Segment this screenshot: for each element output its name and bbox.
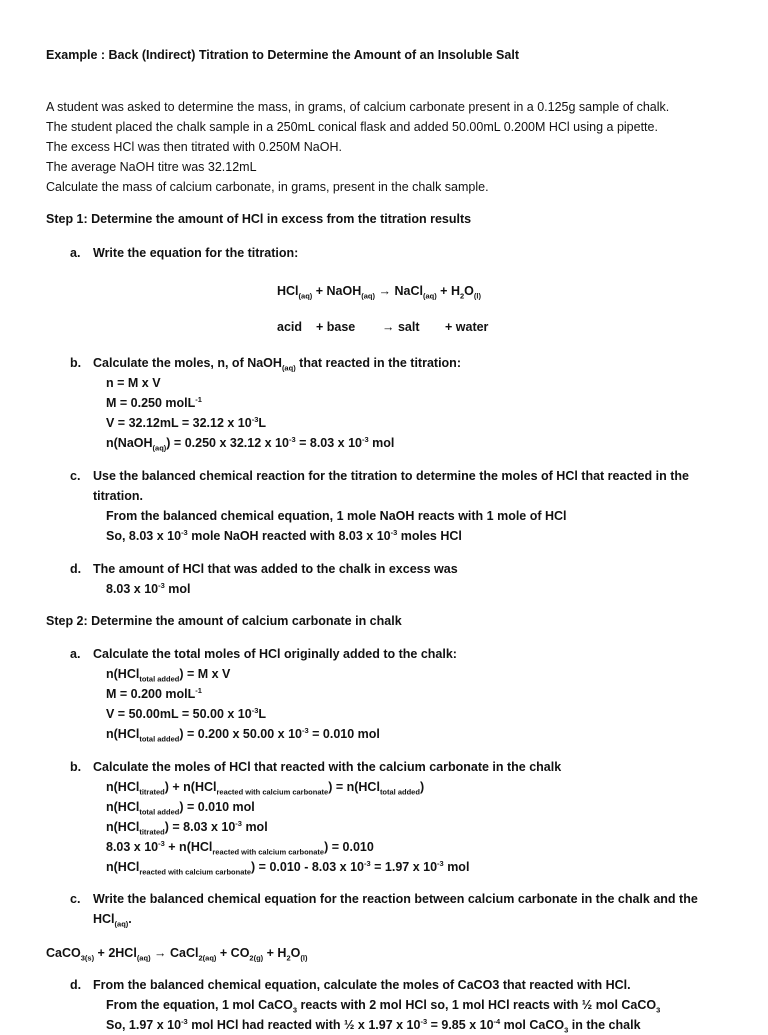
step2-heading: Step 2: Determine the amount of calcium carbonate in chalk	[46, 614, 402, 628]
step2-d-line-1: From the equation, 1 mol CaCO$_3$ reacts with 2 mol HCl so, 1 mol HCl reacts with ½ mol CaCO$_3$	[106, 998, 661, 1015]
step2-b-text: Calculate the moles of HCl that reacted with the calcium carbonate in the chalk	[93, 760, 562, 774]
step1-b-line-2: M = 0.250 molL$^{-1}$	[106, 394, 202, 410]
step2-d-text: From the balanced chemical equation, calculate the moles of CaCO3 that reacted with HCl.	[93, 978, 631, 992]
titration-equation: HCl$_{(aq)}$ + NaOH$_{(aq)}$ → NaCl$_{(aq)}$ + $H_2O_{(l)}$	[277, 284, 481, 301]
step2-b-marker: b.	[70, 760, 82, 774]
step1-c-line-1: From the balanced chemical equation, 1 mole NaOH reacts with 1 mole of HCl	[106, 509, 567, 523]
step2-c-text-1: Write the balanced chemical equation for the reaction between calcium carbonate in the chalk and the	[93, 892, 698, 906]
step2-d-line-2: So, 1.97 x $10^{-3}$ mol HCl had reacted with ½ x 1.97 x $10^{-3} = 9.85$ x $10^{-4}$ mol CaCO$_3$ in the chalk	[106, 1016, 641, 1035]
step2-c-marker: c.	[70, 892, 81, 906]
step1-a-text: Write the equation for the titration:	[93, 246, 299, 260]
step1-heading: Step 1: Determine the amount of HCl in excess from the titration results	[46, 212, 472, 226]
intro-line-4: The average NaOH titre was 32.12mL	[46, 160, 257, 174]
step1-c-line-2: So, 8.03 x $10^{-3}$ mole NaOH reacted with 8.03 x $10^{-3}$ moles HCl	[106, 527, 462, 543]
step2-b-line-4: 8.03 x $10^{-3} + n(HCl_{reacted with calcium carbonate}) = 0.010$	[106, 838, 374, 857]
word-water: + water	[445, 320, 489, 334]
step2-a-text: Calculate the total moles of HCl originally added to the chalk:	[93, 647, 457, 661]
step2-a-line-1: n(HCl$_{total added}$) = M x V	[106, 667, 231, 684]
intro-line-2: The student placed the chalk sample in a 250mL conical flask and added 50.00mL 0.200M HCl using a pipette.	[46, 120, 658, 134]
intro-line-3: The excess HCl was then titrated with 0.250M NaOH.	[46, 140, 342, 154]
step2-c-text-2: HCl$_{(aq)}$.	[93, 912, 132, 929]
word-base: + base	[316, 320, 356, 334]
step1-b-line-3: V = 32.12mL = 32.12 x $10^{-3}L$	[106, 414, 267, 430]
step2-b-line-3: n(HCl$_{titrated}$) = 8.03 x $10^{-3}$ mol	[106, 818, 268, 837]
step2-b-line-1: n(HCl$_{titrated}$) + n(HCl$_{reacted with calcium carbonate}$) = n(HCl$_{total added}$)	[106, 780, 425, 797]
step1-c-text-1: Use the balanced chemical reaction for the titration to determine the moles of HCl that reacted in the	[93, 469, 689, 483]
step1-a-marker: a.	[70, 246, 81, 260]
step1-d-marker: d.	[70, 562, 82, 576]
word-acid: acid	[277, 320, 303, 334]
intro-line-1: A student was asked to determine the mass, in grams, of calcium carbonate present in a 0.125g sample of chalk.	[46, 100, 670, 114]
step1-d-text: The amount of HCl that was added to the chalk in excess was	[93, 562, 458, 576]
step2-a-marker: a.	[70, 647, 81, 661]
document-title: Example : Back (Indirect) Titration to Determine the Amount of an Insoluble Salt	[46, 48, 519, 62]
step1-c-marker: c.	[70, 469, 81, 483]
caco3-equation: CaCO$_{3(s)}$ + 2HCl$_{(aq)}$ → CaCl$_{2(aq)}$ + $CO_{2(g)} + H_2O_{(l)}$	[46, 946, 308, 963]
step2-a-line-2: M = 0.200 molL$^{-1}$	[106, 685, 202, 701]
step2-b-line-5: n(HCl$_{reacted with calcium carbonate}$) = 0.010 - 8.03 x $10^{-3} = 1.97$ x $10^{-3}$ mol	[106, 858, 470, 877]
intro-line-5: Calculate the mass of calcium carbonate, in grams, present in the chalk sample.	[46, 180, 489, 194]
step1-c-text-2: titration.	[93, 489, 143, 503]
step1-b-text: Calculate the moles, n, of NaOH$_{(aq)}$ that reacted in the titration:	[93, 356, 461, 373]
step1-b-line-4: n(NaOH$_{(aq)}$) = 0.250 x 32.12 x $10^{-3} = 8.03$ x $10^{-3}$ mol	[106, 434, 395, 453]
step1-b-marker: b.	[70, 356, 82, 370]
step2-a-line-3: V = 50.00mL = 50.00 x $10^{-3}L$	[106, 705, 267, 721]
step2-a-line-4: n(HCl$_{total added}$) = 0.200 x 50.00 x $10^{-3} = 0.010$ mol	[106, 725, 380, 744]
word-salt: → salt	[382, 320, 420, 334]
step1-b-line-1: n = M x V	[106, 376, 161, 390]
step2-d-marker: d.	[70, 978, 82, 992]
step2-b-line-2: n(HCl$_{total added}$) = 0.010 mol	[106, 800, 255, 817]
step1-d-line-1: 8.03 x $10^{-3}$ mol	[106, 580, 191, 596]
